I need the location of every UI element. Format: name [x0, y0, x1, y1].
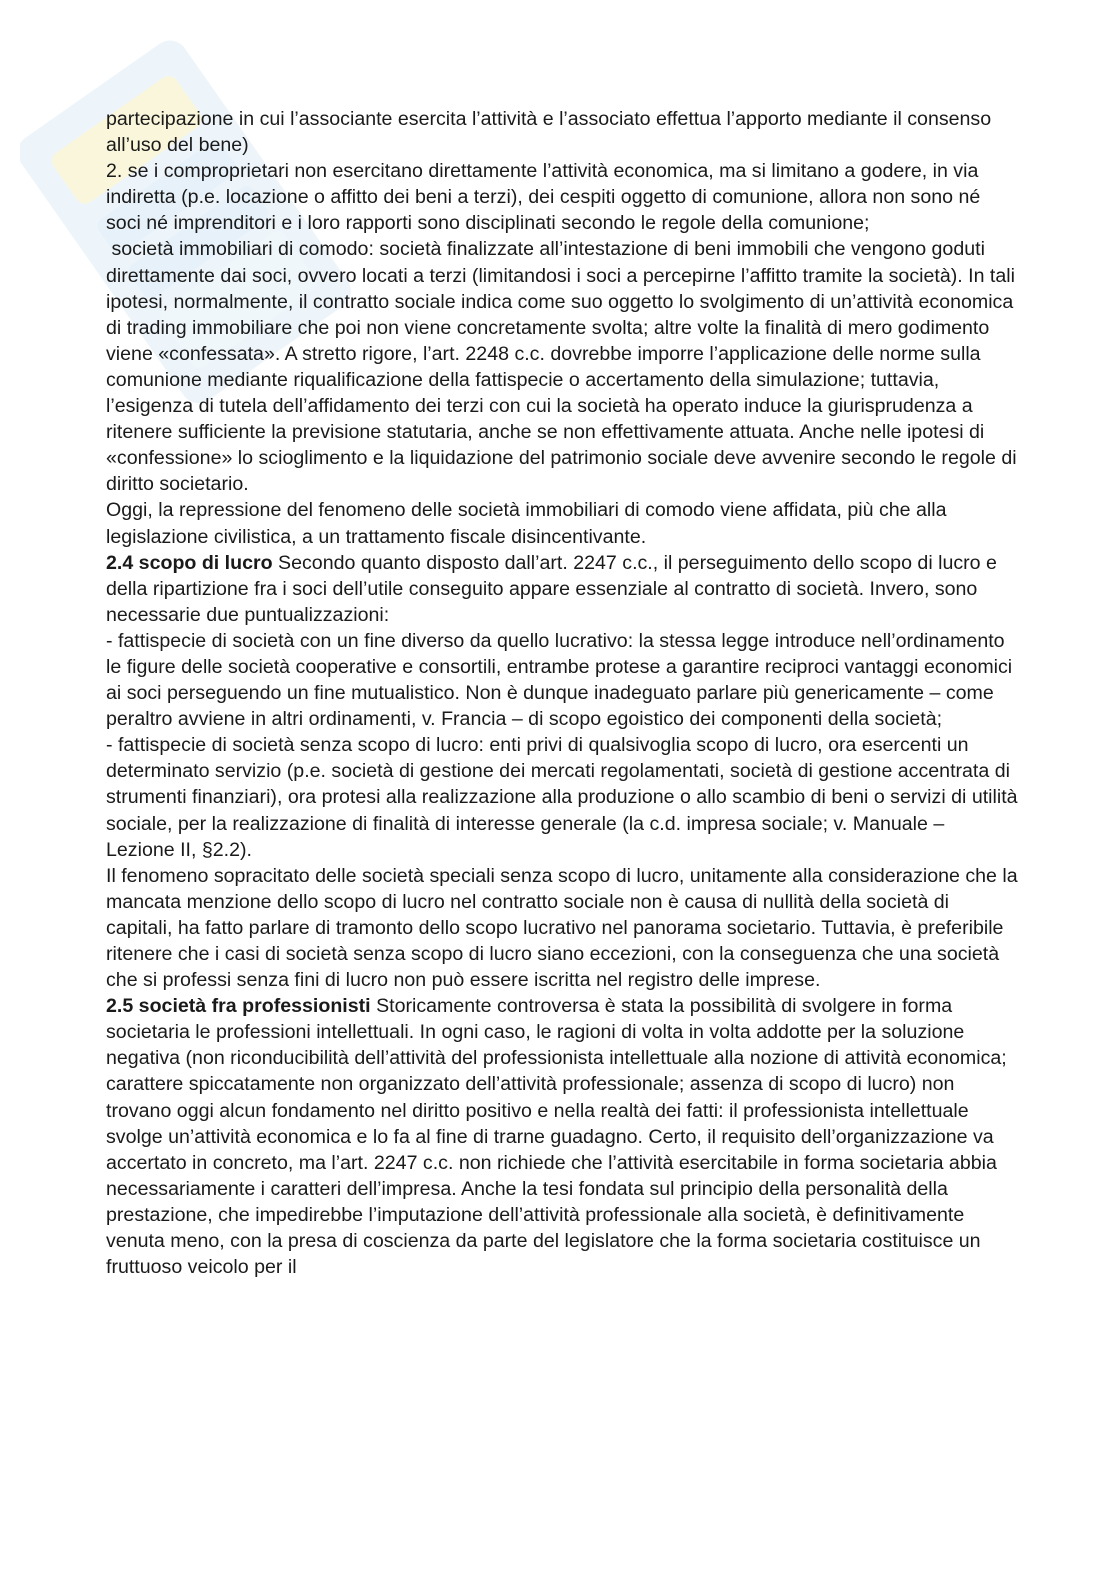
- section-2-5: [106, 993, 1018, 1280]
- section-2-4: [106, 550, 1018, 628]
- paragraph-6: [106, 628, 1018, 732]
- paragraph-3-text: società immobiliari di comodo: società finalizzate all’intestazione di beni immobili che vengono goduti direttamente dai soci, ovvero locati a terzi (limitandosi i soci a percepirne l’affitto tramite la società). In tali ipotesi, normalmente, il contratto sociale indica come suo oggetto lo svolgimento di un’attività economica di trading immobiliare che poi non viene concretamente svolta; altre volte la finalità di mero godimento viene «confessata». A stretto rigore, l’art. 2248 c.c. dovrebbe imporre l’applicazione delle norme sulla comunione mediante riqualificazione della fattispecie o accertamento della simulazione; tuttavia, l’esigenza di tutela dell’affidamento dei terzi con cui la società ha operato induce la giurisprudenza a ritenere sufficiente la previsione statutaria, anche se non effettivamente attuata. Anche nelle ipotesi di «confessione» lo scioglimento e la liquidazione del patrimonio sociale deve avvenire secondo le regole di diritto societario.: [106, 238, 1023, 496]
- section-2-5-text: Storicamente controversa è stata la possibilità di svolgere in forma societaria le professioni intellettuali. In ogni caso, le ragioni di volta in volta addotte per la soluzione negativa (non riconducibilità dell’attività del professionista intellettuale alla nozione di attività economica; carattere spiccatamente non organizzato dell’attività professionale; assenza di scopo di lucro) non trovano oggi alcun fondamento nel diritto positivo e nella realtà dei fatti: il professionista intellettuale svolge un’attività economica e lo fa al fine di trarne guadagno. Certo, il requisito dell’organizzazione va accertato in concreto, ma l’art. 2247 c.c. non richiede che l’attività esercitabile in forma societaria abbia necessariamente i caratteri dell’impresa. Anche la tesi fondata sul principio della personalità della prestazione, che impedirebbe l’imputazione dell’attività professionale alla società, è definitivamente venuta meno, con la presa di coscienza da parte del legislatore che la forma societaria costituisce un fruttuoso veicolo per il: [106, 995, 1007, 1279]
- paragraph-4-text: Oggi, la repressione del fenomeno delle società immobiliari di comodo viene affidata, più che alla legislazione civilistica, a un trattamento fiscale disincentivante.: [106, 499, 947, 548]
- section-2-5-heading: 2.5 società fra professionisti: [106, 995, 371, 1018]
- section-2-4-text: Secondo quanto disposto dall’art. 2247 c.c., il perseguimento dello scopo di lucro e della ripartizione fra i soci dell’utile conseguito appare essenziale al contratto di società. Invero, sono necessarie due puntualizzazioni:: [106, 551, 997, 626]
- paragraph-3: [106, 236, 1023, 497]
- paragraph-8-text: Il fenomeno sopracitato delle società speciali senza scopo di lucro, unitamente alla considerazione che la mancata menzione dello scopo di lucro nel contratto sociale non è causa di nullità della società di capitali, ha fatto parlare di tramonto dello scopo lucrativo nel panorama societario. Tuttavia, è preferibile ritenere che i casi di società senza scopo di lucro siano eccezioni, con la conseguenza che una società che si professi senza fini di lucro non può essere iscritta nel registro delle imprese.: [106, 864, 1018, 992]
- paragraph-8: [106, 863, 1018, 993]
- section-2-4-heading: 2.4 scopo di lucro: [106, 551, 273, 574]
- paragraph-7: [106, 732, 1018, 862]
- paragraph-2: [106, 158, 1018, 236]
- paragraph-4: [106, 497, 1018, 549]
- document-body: [106, 106, 1023, 1280]
- paragraph-7-text: - fattispecie di società senza scopo di lucro: enti privi di qualsivoglia scopo di lucro, ora esercenti un determinato servizio (p.e. società di gestione dei mercati regolamentati, società di gestione accentrata di strumenti finanziari), ora protesi alla realizzazione alla produzione o allo scambio di beni o servizi di utilità sociale, per la realizzazione di finalità di interesse generale (la c.d. impresa sociale; v. Manuale – Lezione II, §2.2).: [106, 734, 1018, 861]
- paragraph-2-text: 2. se i comproprietari non esercitano direttamente l’attività economica, ma si limitano a godere, in via indiretta (p.e. locazione o affitto dei beni a terzi), dei cespiti oggetto di comunione, allora non sono né soci né imprenditori e i loro rapporti sono disciplinati secondo le regole della comunione;: [106, 160, 981, 235]
- paragraph-1: [106, 106, 1018, 158]
- paragraph-6-text: - fattispecie di società con un fine diverso da quello lucrativo: la stessa legge introduce nell’ordinamento le figure delle società cooperative e consortili, entrambe protese a garantire reciproci vantaggi economici ai soci perseguendo un fine mutualistico. Non è dunque inadeguato parlare più genericamente – come peraltro avviene in altri ordinamenti, v. Francia – di scopo egoistico dei componenti della società;: [106, 629, 1013, 731]
- paragraph-1-text: partecipazione in cui l’associante esercita l’attività e l’associato effettua l’apporto mediante il consenso all’uso del bene): [106, 108, 992, 157]
